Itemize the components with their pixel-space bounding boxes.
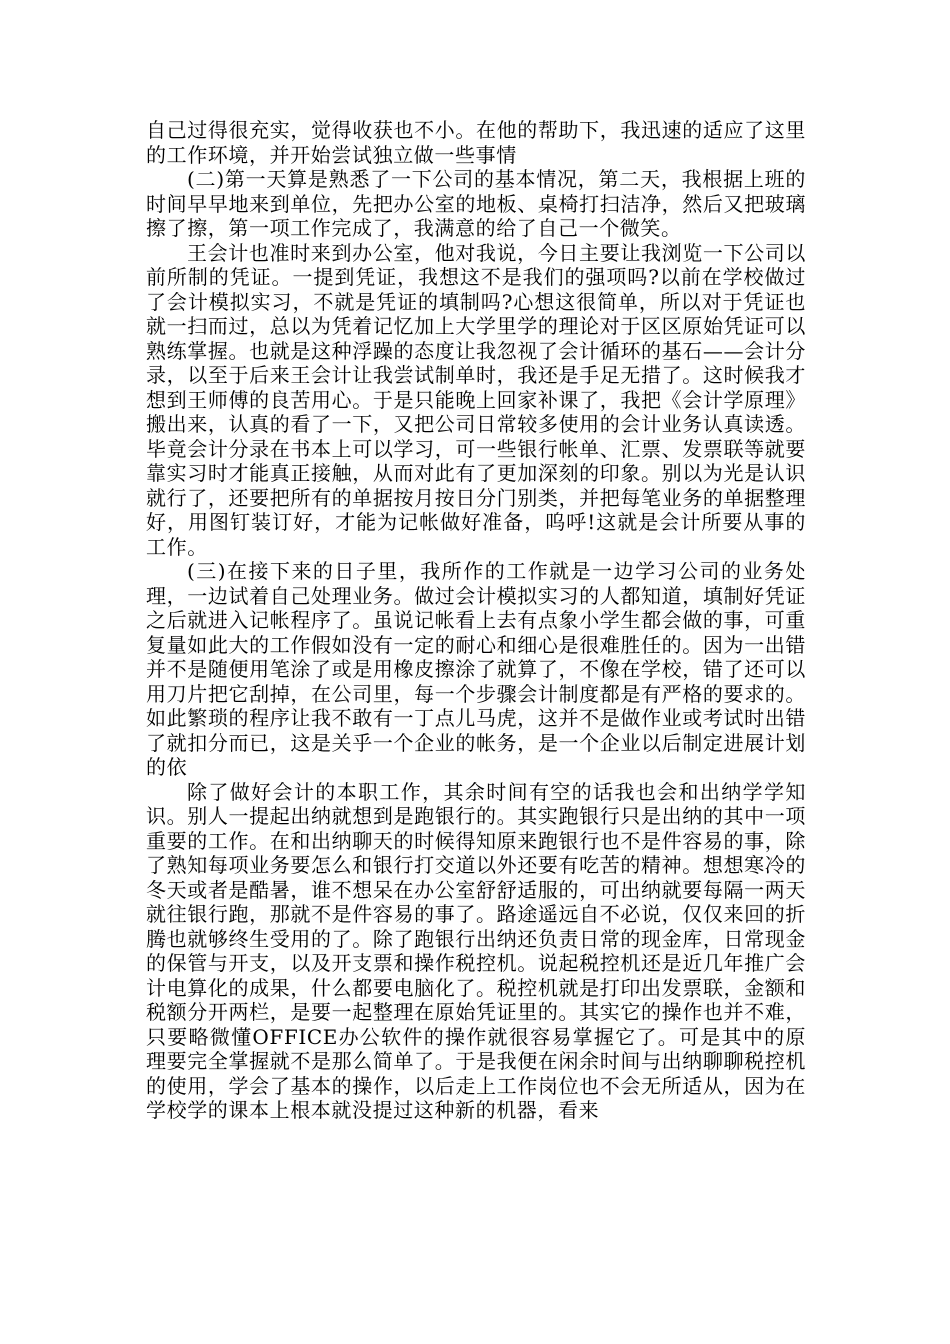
document-page — [146, 118, 806, 1123]
paragraph-2: (二)第一天算是熟悉了一下公司的基本情况，第二天，我根据上班的时间早早地来到单位，先把办公室的地板、桌椅打扫洁净，然后又把玻璃擦了擦，第一项工作完成了，我满意的给了自己一个微笑。 — [146, 167, 806, 240]
paragraph-5: 除了做好会计的本职工作，其余时间有空的话我也会和出纳学学知识。别人一提起出纳就想到是跑银行的。其实跑银行只是出纳的其中一项重要的工作。在和出纳聊天的时候得知原来跑银行也不是件容易的事，除了熟知每项业务要怎么和银行打交道以外还要有吃苦的精神。想想寒冷的冬天或者是酷暑，谁不想呆在办公室舒舒适服的，可出纳就要每隔一两天就往银行跑，那就不是件容易的事了。路途遥远自不必说，仅仅来回的折腾也就够终生受用的了。除了跑银行出纳还负责日常的现金库，日常现金的保管与开支，以及开支票和操作税控机。说起税控机还是近几年推广会计电算化的成果，什么都要电脑化了。税控机就是打印出发票联，金额和税额分开两栏，是要一起整理在原始凭证里的。其实它的操作也并不难，只要略微懂OFFICE办公软件的操作就很容易掌握它了。可是其中的原理要完全掌握就不是那么简单了。于是我便在闲余时间与出纳聊聊税控机的使用，学会了基本的操作，以后走上工作岗位也不会无所适从，因为在学校学的课本上根本就没提过这种新的机器，看来 — [146, 779, 806, 1122]
paragraph-4: (三)在接下来的日子里，我所作的工作就是一边学习公司的业务处理，一边试着自己处理业务。做过会计模拟实习的人都知道，填制好凭证之后就进入记帐程序了。虽说记帐看上去有点象小学生都会做的事，可重复量如此大的工作假如没有一定的耐心和细心是很难胜任的。因为一出错并不是随便用笔涂了或是用橡皮擦涂了就算了，不像在学校，错了还可以用刀片把它刮掉，在公司里，每一个步骤会计制度都是有严格的要求的。如此繁琐的程序让我不敢有一丁点儿马虎，这并不是做作业或考试时出错了就扣分而已，这是关乎一个企业的帐务，是一个企业以后制定进展计划的依 — [146, 559, 806, 779]
paragraph-3: 王会计也准时来到办公室，他对我说，今日主要让我浏览一下公司以前所制的凭证。一提到凭证，我想这不是我们的强项吗?以前在学校做过了会计模拟实习，不就是凭证的填制吗?心想这很简单，所以对于凭证也就一扫而过，总以为凭着记忆加上大学里学的理论对于区区原始凭证可以熟练掌握。也就是这种浮躁的态度让我忽视了会计循环的基石——会计分录，以至于后来王会计让我尝试制单时，我还是手足无措了。这时候我才想到王师傅的良苦用心。于是只能晚上回家补课了，我把《会计学原理》搬出来，认真的看了一下，又把公司日常较多使用的会计业务认真读透。毕竟会计分录在书本上可以学习，可一些银行帐单、汇票、发票联等就要靠实习时才能真正接触，从而对此有了更加深刻的印象。别以为光是认识就行了，还要把所有的单据按月按日分门别类，并把每笔业务的单据整理好，用图钉装订好，才能为记帐做好准备，呜呼!这就是会计所要从事的工作。 — [146, 240, 806, 559]
paragraph-1: 自己过得很充实，觉得收获也不小。在他的帮助下，我迅速的适应了这里的工作环境，并开始尝试独立做一些事情 — [146, 118, 806, 167]
